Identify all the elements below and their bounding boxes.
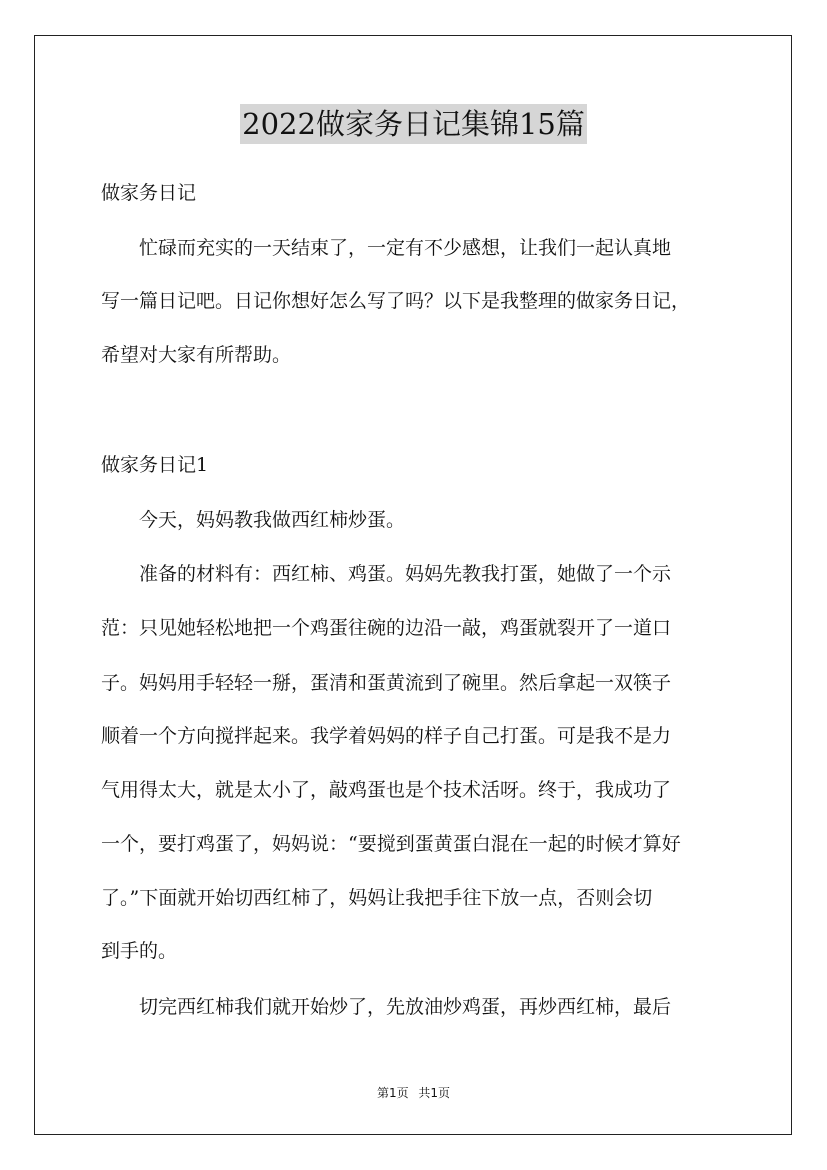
paragraph-line: 忙碌而充实的一天结束了，一定有不少感想，让我们一起认真地: [139, 237, 672, 259]
page-footer: [0, 1084, 827, 1102]
paragraph-line: 一个，要打鸡蛋了，妈妈说：“要搅到蛋黄蛋白混在一起的时候才算好: [101, 833, 681, 855]
paragraph-line: 准备的材料有：西红柿、鸡蛋。妈妈先教我打蛋，她做了一个示: [139, 563, 672, 585]
paragraph-line: 气用得太大，就是太小了，敲鸡蛋也是个技术活呀。终于，我成功了: [101, 779, 672, 801]
paragraph-line: 希望对大家有所帮助。: [101, 344, 292, 366]
paragraph-line: 写一篇日记吧。日记你想好怎么写了吗？以下是我整理的做家务日记，: [101, 290, 691, 312]
section-heading: 做家务日记1: [101, 454, 209, 476]
paragraph-line: 今天，妈妈教我做西红柿炒蛋。: [139, 509, 406, 531]
paragraph-line: 顺着一个方向搅拌起来。我学着妈妈的样子自己打蛋。可是我不是力: [101, 725, 672, 747]
paragraph-line: 切完西红柿我们就开始炒了，先放油炒鸡蛋，再炒西红柿，最后: [139, 996, 672, 1018]
paragraph-line: 了。”下面就开始切西红柿了，妈妈让我把手往下放一点，否则会切: [101, 887, 653, 909]
title-container: [0, 104, 827, 144]
intro-heading: 做家务日记: [101, 182, 197, 204]
paragraph-line: 子。妈妈用手轻轻一掰，蛋清和蛋黄流到了碗里。然后拿起一双筷子: [101, 672, 672, 694]
page-number: 第1页: [376, 1086, 409, 1100]
page-total: 共1页: [418, 1086, 451, 1100]
paragraph-line: 范：只见她轻松地把一个鸡蛋往碗的边沿一敲，鸡蛋就裂开了一道口: [101, 617, 672, 639]
document-title: 2022做家务日记集锦15篇: [240, 104, 587, 144]
paragraph-line: 到手的。: [101, 940, 178, 962]
